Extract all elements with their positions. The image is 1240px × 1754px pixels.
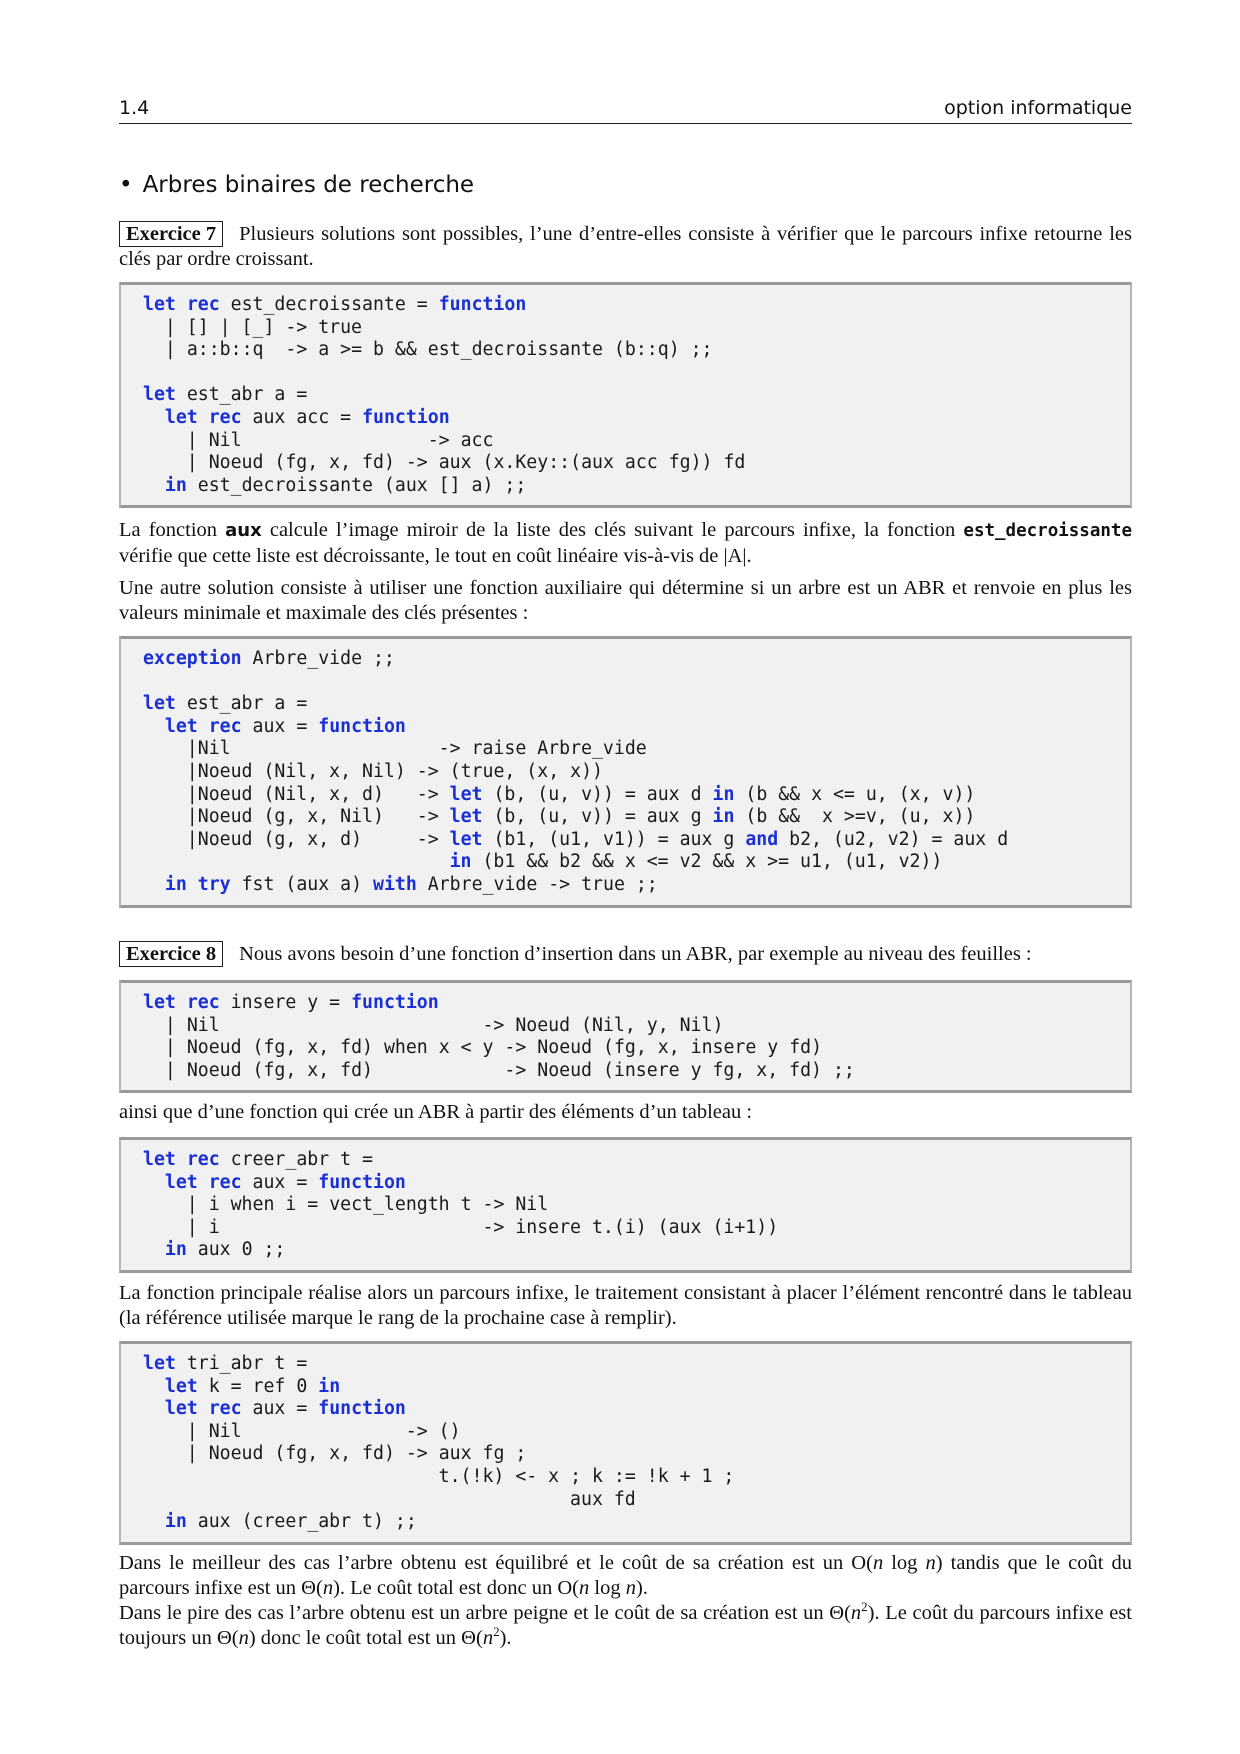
alternative-paragraph: Une autre solution consiste à utiliser une fonction auxiliaire qui détermine si un arbre est un ABR et renvoie en plus les valeurs minimale et maximale des clés présentes :: [119, 577, 1132, 624]
code-line: | Nil -> Noeud (Nil, y, Nil): [143, 1014, 724, 1036]
code-line: let rec aux = function: [164, 715, 406, 737]
code-line: let rec aux acc = function: [164, 406, 450, 428]
text-creer-abr: ainsi que d’une fonction qui crée un ABR à partir des éléments d’un tableau :: [119, 1101, 753, 1123]
exercise-8-text: Nous avons besoin d’une fonction d’insertion dans un ABR, par exemple au niveau des feuilles :: [239, 943, 1032, 965]
code-line: let tri_abr t =: [143, 1353, 308, 1374]
code-block-est-abr-alt: [119, 636, 1132, 908]
conclusion-text: ).: [635, 1577, 648, 1599]
running-header: [119, 95, 1132, 124]
code-line: |Noeud (g, x, d) -> let (b1, (u1, v1)) = aux g and b2, (u2, v2) = aux d: [143, 828, 1009, 850]
math-var: n: [579, 1577, 590, 1599]
conclusion-text: ). Le coût du parcours infixe est toujours un Θ(: [119, 1602, 1132, 1649]
code-line: |Noeud (Nil, x, d) -> let (b, (u, v)) = aux d in (b && x <= u, (x, v)): [143, 783, 976, 805]
code-line: in est_decroissante (aux [] a) ;;: [164, 474, 527, 496]
exponent: 2: [861, 1599, 868, 1615]
code-line: | Noeud (fg, x, fd) -> aux fg ;: [143, 1443, 527, 1465]
inline-code-est-decroissante: est_decroissante: [963, 521, 1132, 541]
conclusion-text: ).: [499, 1627, 512, 1649]
math-var: n: [872, 1552, 884, 1574]
code-line: |Nil -> raise Arbre_vide: [143, 738, 647, 760]
code-line: in aux (creer_abr t) ;;: [164, 1511, 417, 1533]
text-tri-abr: La fonction principale réalise alors un parcours infixe, le traitement consistant à placer l’élément rencontré dans le tableau (la référence utilisée marque le rang de la prochaine case à remplir).: [119, 1282, 1132, 1329]
conclusion-text: ) donc le coût total est un Θ(: [248, 1627, 483, 1649]
code-line: let est_abr a =: [143, 693, 308, 715]
math-var: n: [625, 1577, 636, 1599]
explain-text-3: vérifie que cette liste est décroissante, le tout en coût linéaire vis-à-vis de |A|.: [119, 545, 752, 567]
code-line: in try fst (aux a) with Arbre_vide -> true ;;: [164, 873, 658, 895]
code-line: let rec aux = function: [164, 1171, 406, 1193]
explanation-paragraph: [119, 518, 1132, 569]
code-line: let rec est_decroissante = function: [143, 294, 527, 315]
code-line: [143, 671, 1108, 694]
conclusion-best-case: [119, 1551, 1132, 1601]
code-line: let rec insere y = function: [143, 992, 439, 1013]
exponent: 2: [493, 1624, 500, 1640]
code-line: | Noeud (fg, x, fd) when x < y -> Noeud (fg, x, insere y fd): [143, 1037, 823, 1059]
code-line: in aux 0 ;;: [164, 1239, 286, 1261]
conclusion-text: ). Le coût total est donc un O(: [333, 1577, 579, 1599]
section-title-text: Arbres binaires de recherche: [142, 172, 475, 198]
code-line: aux fd: [570, 1488, 636, 1510]
exercise-7-label: Exercice 7: [119, 221, 223, 247]
math-var: n: [850, 1602, 862, 1624]
bullet: •: [119, 172, 133, 198]
code-line: |Noeud (Nil, x, Nil) -> (true, (x, x)): [143, 760, 603, 782]
code-line: | Nil -> acc: [143, 429, 494, 451]
code-block-tri-abr: [119, 1341, 1132, 1545]
explain-text-2: calcule l’image miroir de la liste des clés suivant le parcours infixe, la fonction: [261, 519, 964, 541]
code-line: | Noeud (fg, x, fd) -> aux (x.Key::(aux acc fg)) fd: [143, 452, 746, 474]
code-line: | i -> insere t.(i) (aux (i+1)): [143, 1216, 779, 1238]
page-number: 1.4: [119, 97, 150, 119]
code-line: |Noeud (g, x, Nil) -> let (b, (u, v)) = aux g in (b && x >=v, (u, x)): [143, 806, 976, 828]
code-line: let rec creer_abr t =: [143, 1149, 373, 1170]
exercise7-intro: [119, 221, 1132, 272]
exercise-8-label: Exercice 8: [119, 941, 223, 967]
code-line: | [] | [_] -> true: [143, 316, 363, 338]
code-line: | i when i = vect_length t -> Nil: [143, 1194, 549, 1216]
code-line: [143, 362, 1108, 385]
code-line: let k = ref 0 in: [164, 1375, 341, 1397]
conclusion-worst-case: [119, 1601, 1132, 1651]
math-var: n: [238, 1627, 249, 1649]
code-line: let est_abr a =: [143, 384, 308, 406]
inline-code-aux: aux: [225, 520, 262, 541]
code-line: in (b1 && b2 && x <= v2 && x >= u1, (u1, v2)): [449, 851, 943, 873]
math-var: n: [925, 1552, 936, 1574]
code-line: let rec aux = function: [164, 1398, 406, 1420]
code-block-est-abr: [119, 282, 1132, 508]
code-line: | Noeud (fg, x, fd) -> Noeud (insere y fg, x, fd) ;;: [143, 1059, 855, 1081]
subject-title: option informatique: [944, 97, 1132, 119]
explain-text-1: La fonction: [119, 519, 226, 541]
math-var: n: [322, 1577, 334, 1599]
conclusion-text: Dans le meilleur des cas l’arbre obtenu est équilibré et le coût de sa création est un O(: [119, 1552, 873, 1574]
code-line: t.(!k) <- x ; k := !k + 1 ;: [438, 1465, 735, 1487]
conclusion-text: log: [883, 1552, 926, 1574]
exercise8-intro: [119, 941, 1132, 967]
math-var: n: [482, 1627, 494, 1649]
conclusion-text: ) tandis que le coût du parcours infixe est un Θ(: [119, 1552, 1133, 1599]
code-line: | Nil -> (): [143, 1420, 461, 1442]
code-block-creer-abr: [119, 1137, 1132, 1273]
code-line: exception Arbre_vide ;;: [143, 648, 395, 669]
code-line: | a::b::q -> a >= b && est_decroissante (b::q) ;;: [143, 339, 713, 361]
code-block-insere: [119, 980, 1132, 1093]
conclusion-text: Dans le pire des cas l’arbre obtenu est un arbre peigne et le coût de sa création est un Θ(: [119, 1602, 851, 1624]
exercise-7-text: Plusieurs solutions sont possibles, l’une d’entre-elles consiste à vérifier que le parcours infixe retourne les clés par ordre croissant.: [119, 223, 1132, 270]
conclusion-text: log: [589, 1577, 626, 1599]
section-title: [119, 172, 474, 198]
